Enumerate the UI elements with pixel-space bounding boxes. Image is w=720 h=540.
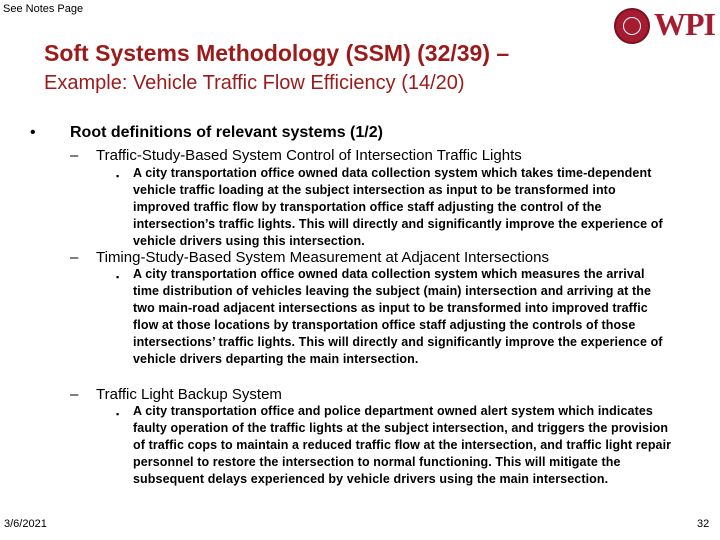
- section-text: A city transportation office and police department owned alert system which indicates faulty operation of the traffic lights at the subject intersection, and triggers the provision of traffic cops to maintain a reduced traffic flow at the intersection, and traffic light repair personnel to restore the intersection to normal functioning. This will mitigate the subsequent delays experienced by vehicle drivers using the main intersection.: [133, 404, 672, 486]
- section-title: Traffic-Study-Based System Control of Intersection Traffic Lights: [96, 147, 522, 164]
- slide-title: Soft Systems Methodology (SSM) (32/39) –: [44, 40, 510, 66]
- section-title: Traffic Light Backup System: [96, 386, 282, 403]
- wpi-logo: [614, 6, 714, 50]
- page-number: 32: [697, 518, 710, 530]
- slide-subtitle: Example: Vehicle Traffic Flow Efficiency (14/20): [44, 72, 465, 94]
- dash-icon: –: [70, 386, 79, 403]
- square-bullet-icon: ▪: [116, 272, 120, 282]
- bullet-icon: •: [30, 124, 36, 141]
- footer-date: 3/6/2021: [4, 518, 47, 530]
- body-heading: Root definitions of relevant systems (1/2): [70, 124, 383, 141]
- square-bullet-icon: ▪: [116, 171, 120, 181]
- notes-label: See Notes Page: [3, 3, 84, 15]
- section-text: A city transportation office owned data collection system which measures the arrival time distribution of vehicles leaving the subject (main) intersection and arriving at the two main-road adjacent intersections as input to be transformed into improved traffic flow at those locations by transportation office staff adjusting the controls of those intersections’ traffic lights. This will directly and significantly improve the experience of vehicle drivers departing the main intersection.: [133, 267, 663, 366]
- section-title: Timing-Study-Based System Measurement at Adjacent Intersections: [96, 249, 549, 266]
- dash-icon: –: [70, 249, 79, 266]
- square-bullet-icon: ▪: [116, 409, 120, 419]
- seal-icon: [614, 8, 650, 44]
- dash-icon: –: [70, 147, 79, 164]
- section-text: A city transportation office owned data collection system which takes time-dependent vehicle traffic loading at the subject intersection as input to be transformed into improved traffic flow by transportation office staff adjusting the control of the intersection’s traffic lights. This will directly and significantly improve the experience of vehicle drivers using this intersection.: [133, 166, 663, 248]
- logo-text: WPI: [654, 6, 715, 42]
